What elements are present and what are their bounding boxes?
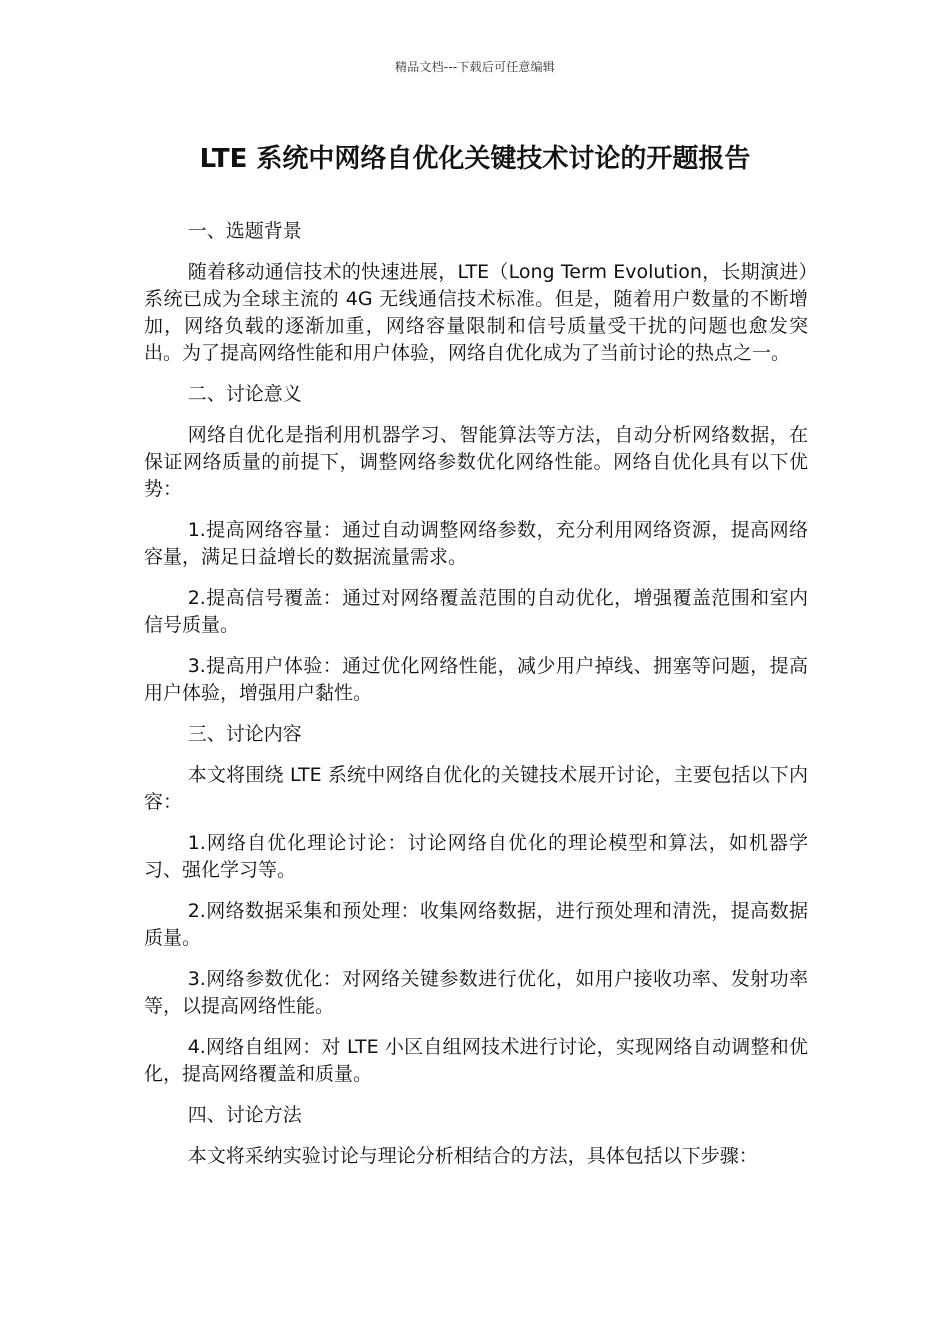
list-item-parameter-optimization: 3.网络参数优化：对网络关键参数进行优化，如用户接收功率、发射功率等，以提高网络性能。: [144, 968, 808, 1017]
section-heading-content: 三、讨论内容: [187, 723, 302, 745]
list-item-coverage: 2.提高信号覆盖：通过对网络覆盖范围的自动优化，增强覆盖范围和室内信号质量。: [144, 587, 808, 636]
page-header-note: 精品文档---下载后可任意编辑: [395, 60, 555, 74]
list-item-theory: 1.网络自优化理论讨论：讨论网络自优化的理论模型和算法，如机器学习、强化学习等。: [144, 832, 808, 881]
paragraph-significance: 网络自优化是指利用机器学习、智能算法等方法，自动分析网络数据，在保证网络质量的前提下，调整网络参数优化网络性能。网络自优化具有以下优势：: [144, 424, 808, 500]
document-title: LTE 系统中网络自优化关键技术讨论的开题报告: [199, 144, 751, 174]
list-item-data-collection: 2.网络数据采集和预处理：收集网络数据，进行预处理和清洗，提高数据质量。: [144, 900, 808, 949]
section-heading-method: 四、讨论方法: [187, 1104, 302, 1126]
paragraph-background: 随着移动通信技术的快速进展，LTE（Long Term Evolution，长期演进）系统已成为全球主流的 4G 无线通信技术标准。但是，随着用户数量的不断增加，网络负载的逐渐加重，网络容量限制和信号质量受干扰的问题也愈发突出。为了提高网络性能和用户体验，网络自优化成为了当前讨论的热点之一。: [144, 261, 808, 364]
list-item-self-organizing: 4.网络自组网：对 LTE 小区自组网技术进行讨论，实现网络自动调整和优化，提高网络覆盖和质量。: [144, 1036, 808, 1085]
paragraph-content: 本文将围绕 LTE 系统中网络自优化的关键技术展开讨论，主要包括以下内容：: [144, 764, 808, 813]
list-item-capacity: 1.提高网络容量：通过自动调整网络参数，充分利用网络资源，提高网络容量，满足日益增长的数据流量需求。: [144, 519, 808, 568]
section-heading-background: 一、选题背景: [187, 220, 302, 242]
paragraph-method: 本文将采纳实验讨论与理论分析相结合的方法，具体包括以下步骤：: [187, 1145, 758, 1167]
section-heading-significance: 二、讨论意义: [187, 383, 302, 405]
list-item-experience: 3.提高用户体验：通过优化网络性能，减少用户掉线、拥塞等问题，提高用户体验，增强用户黏性。: [144, 655, 808, 704]
document-body: [144, 218, 808, 1184]
